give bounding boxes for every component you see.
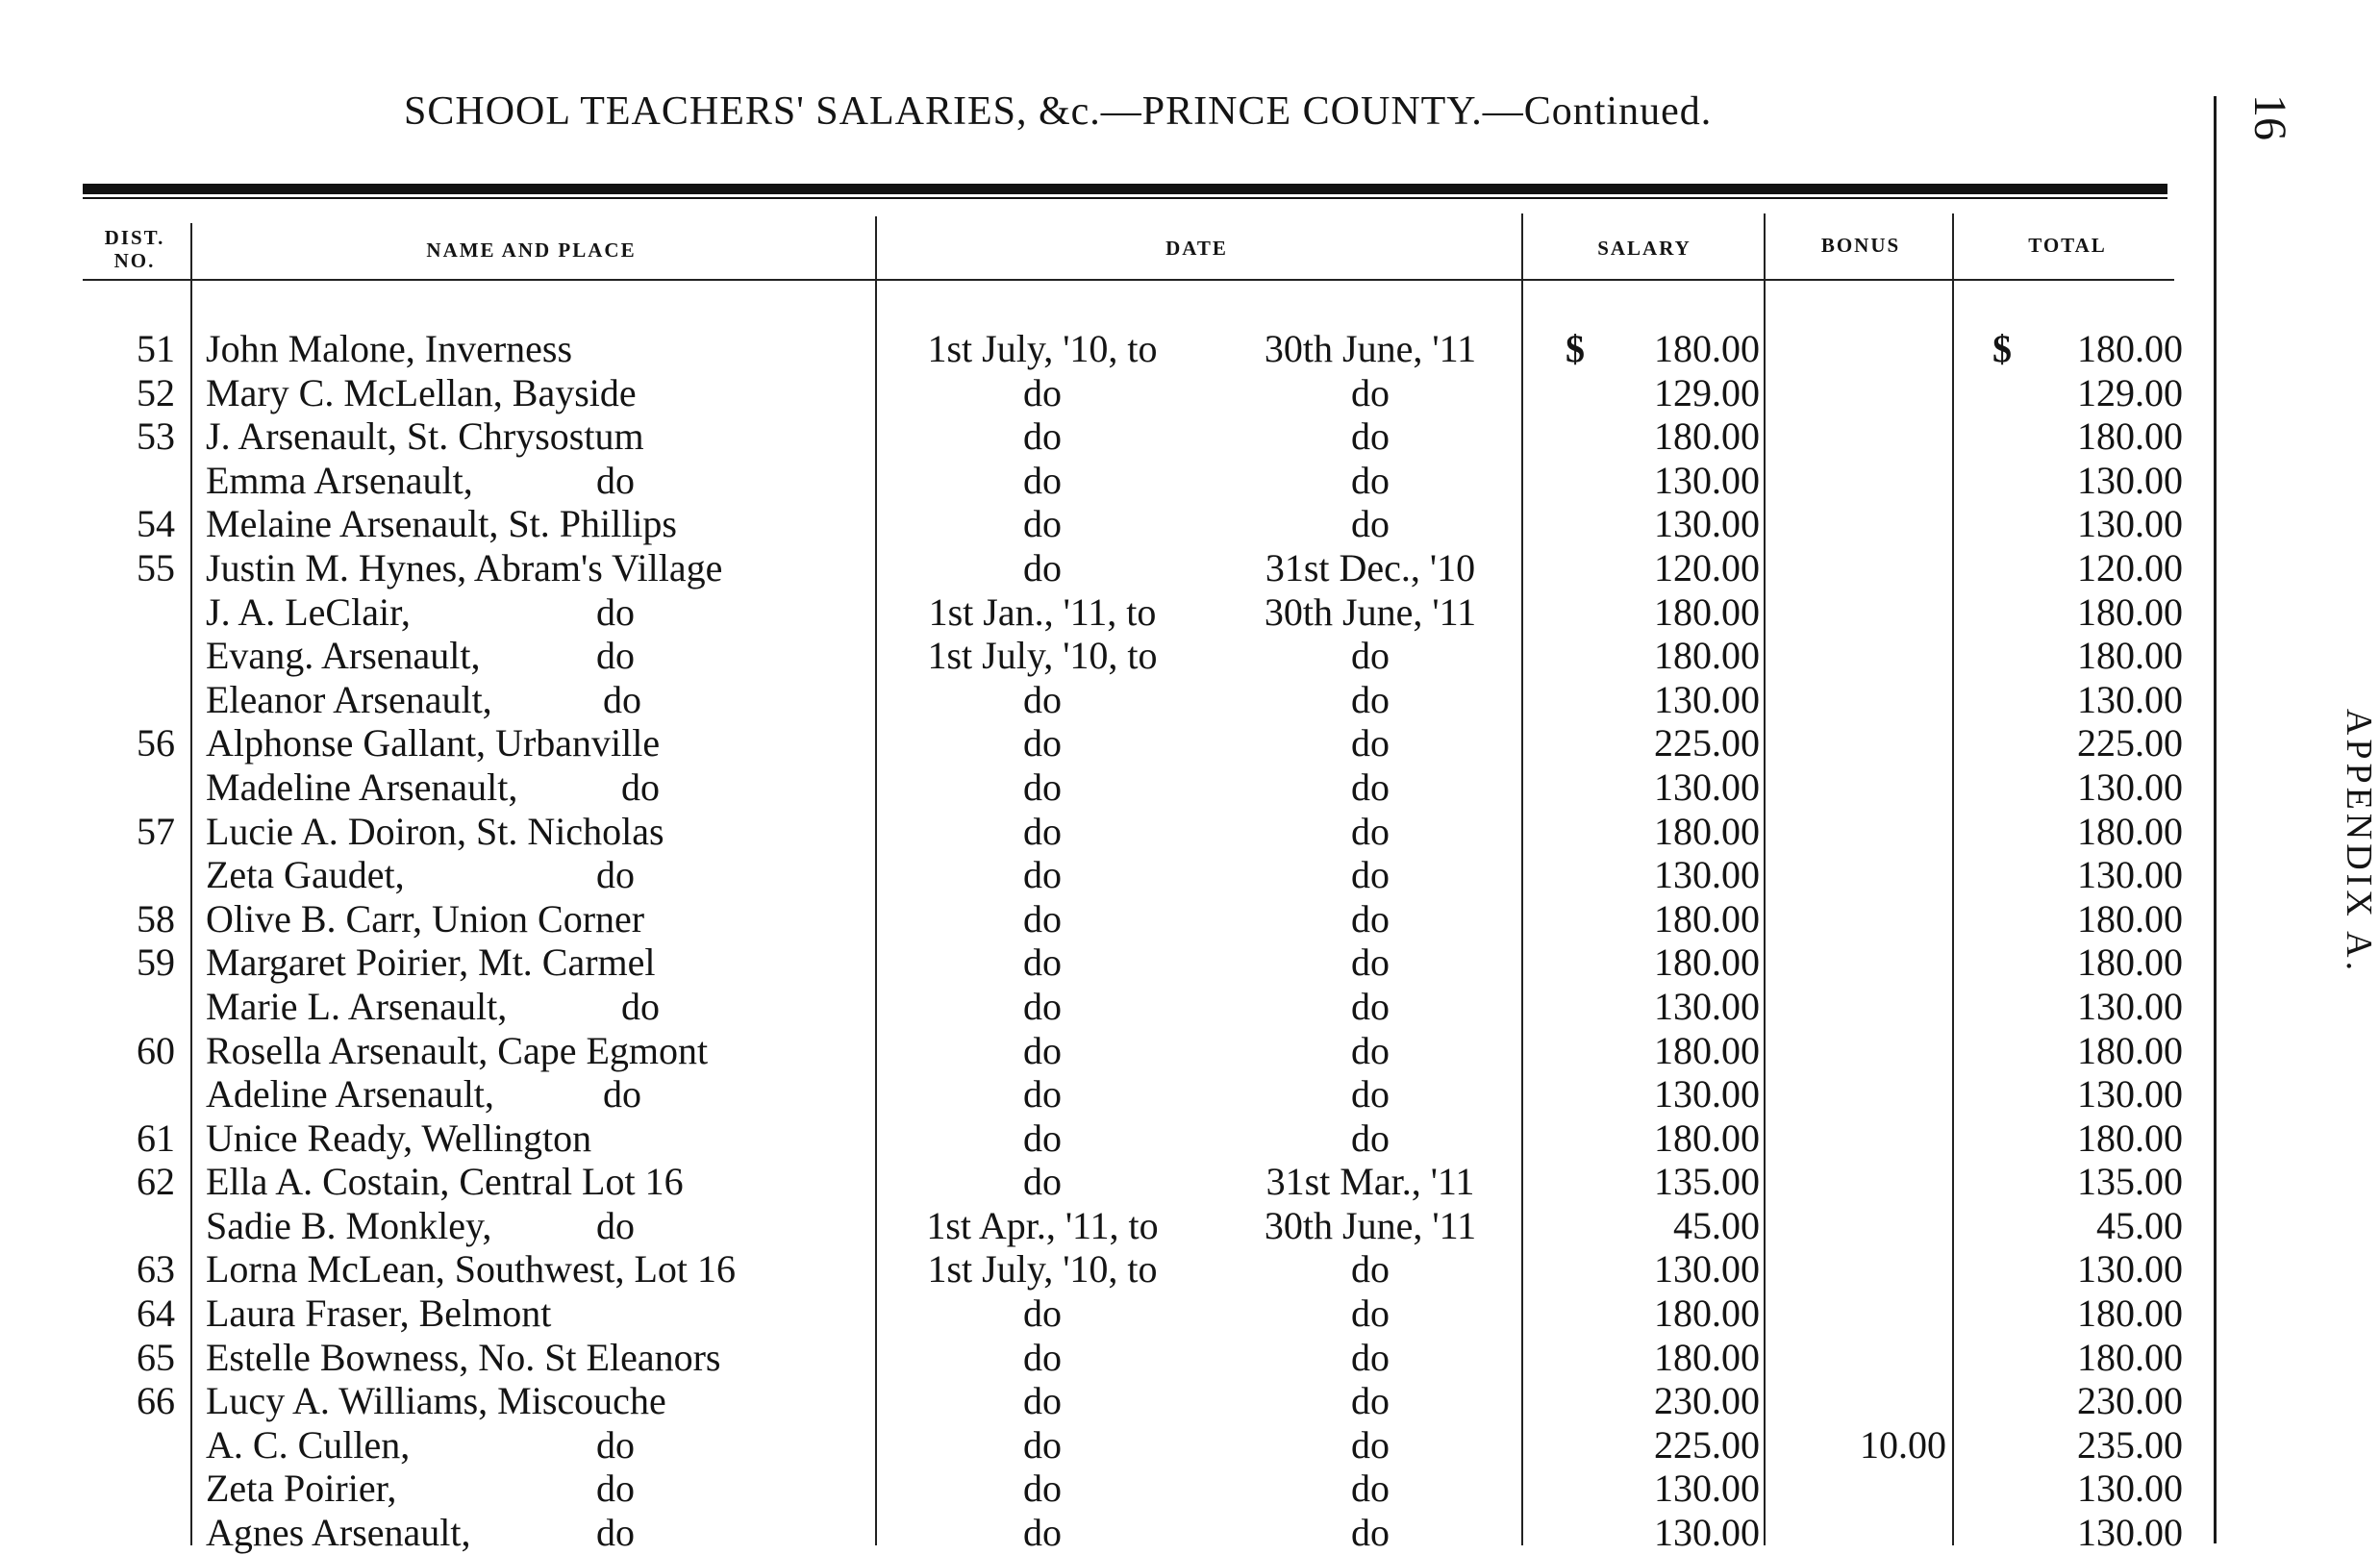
salary-cell: 130.00 bbox=[1654, 853, 1760, 897]
dist-cell: 60 bbox=[137, 1028, 175, 1072]
date-to-cell: do bbox=[1351, 1335, 1390, 1379]
date-to-cell: do bbox=[1351, 634, 1390, 678]
appendix-label: APPENDIX A. bbox=[2339, 708, 2379, 975]
name-cell: Rosella Arsenault, Cape Egmont bbox=[206, 1028, 709, 1072]
place-ditto-cell: do bbox=[596, 634, 635, 678]
table-row bbox=[0, 1292, 2212, 1336]
total-cell: 130.00 bbox=[2077, 1511, 2183, 1555]
table-row bbox=[0, 1029, 2212, 1073]
salary-cell: 130.00 bbox=[1654, 502, 1760, 546]
top-thick-rule bbox=[83, 184, 2167, 194]
table-row bbox=[0, 985, 2212, 1029]
dist-cell: 57 bbox=[137, 809, 175, 853]
date-from-cell: do bbox=[1023, 1467, 1062, 1511]
total-cell: 130.00 bbox=[2077, 765, 2183, 809]
table-row bbox=[0, 502, 2212, 546]
date-to-cell: do bbox=[1351, 853, 1390, 897]
date-from-cell: do bbox=[1023, 458, 1062, 502]
dist-cell: 64 bbox=[137, 1292, 175, 1336]
date-to-cell: do bbox=[1351, 677, 1390, 721]
salary-cell: 230.00 bbox=[1654, 1379, 1760, 1423]
total-cell: 180.00 bbox=[2077, 1292, 2183, 1336]
place-ditto-cell: do bbox=[621, 765, 660, 809]
salary-cell: 180.00 bbox=[1654, 589, 1760, 634]
date-from-cell: do bbox=[1023, 414, 1062, 459]
date-from-cell: do bbox=[1023, 984, 1062, 1028]
salary-cell: 130.00 bbox=[1654, 1247, 1760, 1292]
date-from-cell: do bbox=[1023, 1160, 1062, 1204]
date-from-cell: do bbox=[1023, 853, 1062, 897]
table-row bbox=[0, 327, 2212, 371]
table-body bbox=[0, 327, 2212, 1555]
salary-cell: 130.00 bbox=[1654, 765, 1760, 809]
total-cell: 45.00 bbox=[2096, 1203, 2183, 1247]
table-row bbox=[0, 1379, 2212, 1423]
table-row bbox=[0, 414, 2212, 459]
date-to-cell: do bbox=[1351, 502, 1390, 546]
table-row bbox=[0, 1467, 2212, 1511]
date-to-cell: 30th June, '11 bbox=[1264, 327, 1477, 370]
table-row bbox=[0, 853, 2212, 897]
dist-cell: 51 bbox=[137, 327, 175, 370]
date-to-cell: do bbox=[1351, 721, 1390, 765]
dist-cell: 58 bbox=[137, 896, 175, 941]
date-from-cell: do bbox=[1023, 502, 1062, 546]
right-margin-rule bbox=[2214, 96, 2217, 1543]
place-ditto-cell: do bbox=[596, 1203, 635, 1247]
name-cell: Unice Ready, Wellington bbox=[206, 1116, 592, 1160]
date-from-cell: do bbox=[1023, 721, 1062, 765]
date-to-cell: do bbox=[1351, 458, 1390, 502]
name-cell: Agnes Arsenault, bbox=[206, 1511, 471, 1555]
table-row bbox=[0, 1336, 2212, 1380]
table-row bbox=[0, 765, 2212, 810]
header-bonus: BONUS bbox=[1820, 234, 1901, 257]
date-to-cell: do bbox=[1351, 1422, 1390, 1467]
salary-dollar-sign: $ bbox=[1566, 327, 1585, 370]
date-from-cell: do bbox=[1023, 941, 1062, 985]
salary-cell: 130.00 bbox=[1654, 458, 1760, 502]
date-to-cell: do bbox=[1351, 414, 1390, 459]
name-cell: Lucy A. Williams, Miscouche bbox=[206, 1379, 666, 1423]
header-dist-label: DIST. bbox=[104, 226, 165, 249]
total-cell: 180.00 bbox=[2077, 589, 2183, 634]
date-to-cell: 31st Mar., '11 bbox=[1265, 1160, 1475, 1204]
salary-cell: 180.00 bbox=[1654, 414, 1760, 459]
date-from-cell: do bbox=[1023, 1116, 1062, 1160]
date-from-cell: do bbox=[1023, 370, 1062, 414]
header-name-place: NAME AND PLACE bbox=[426, 238, 637, 262]
date-to-cell: do bbox=[1351, 984, 1390, 1028]
table-row bbox=[0, 1072, 2212, 1116]
date-from-cell: do bbox=[1023, 1335, 1062, 1379]
table-row bbox=[0, 1160, 2212, 1204]
date-to-cell: 30th June, '11 bbox=[1264, 1203, 1477, 1247]
date-from-cell: 1st July, '10, to bbox=[927, 327, 1158, 370]
header-salary: SALARY bbox=[1597, 237, 1691, 260]
date-from-cell: do bbox=[1023, 809, 1062, 853]
date-to-cell: do bbox=[1351, 1116, 1390, 1160]
date-to-cell: do bbox=[1351, 1072, 1390, 1116]
date-to-cell: do bbox=[1351, 370, 1390, 414]
place-ditto-cell: do bbox=[596, 1511, 635, 1555]
name-cell: Zeta Gaudet, bbox=[206, 853, 405, 897]
table-row bbox=[0, 721, 2212, 765]
name-cell: Emma Arsenault, bbox=[206, 458, 473, 502]
date-to-cell: do bbox=[1351, 1511, 1390, 1555]
dist-cell: 56 bbox=[137, 721, 175, 765]
table-row bbox=[0, 590, 2212, 635]
salary-cell: 45.00 bbox=[1673, 1203, 1760, 1247]
name-cell: Olive B. Carr, Union Corner bbox=[206, 896, 645, 941]
total-cell: 129.00 bbox=[2077, 370, 2183, 414]
total-cell: 235.00 bbox=[2077, 1422, 2183, 1467]
total-cell: 130.00 bbox=[2077, 984, 2183, 1028]
total-cell: 130.00 bbox=[2077, 1072, 2183, 1116]
header-no-label: NO. bbox=[113, 249, 156, 272]
date-to-cell: 31st Dec., '10 bbox=[1265, 545, 1476, 589]
total-cell: 230.00 bbox=[2077, 1379, 2183, 1423]
table-row bbox=[0, 1511, 2212, 1555]
dist-cell: 61 bbox=[137, 1116, 175, 1160]
salary-cell: 129.00 bbox=[1654, 370, 1760, 414]
table-row bbox=[0, 1204, 2212, 1248]
name-cell: J. Arsenault, St. Chrysostum bbox=[206, 414, 644, 459]
date-to-cell: do bbox=[1351, 1467, 1390, 1511]
header-dist bbox=[87, 226, 183, 272]
name-cell: Estelle Bowness, No. St Eleanors bbox=[206, 1335, 721, 1379]
dist-cell: 66 bbox=[137, 1379, 175, 1423]
dist-cell: 63 bbox=[137, 1247, 175, 1292]
name-cell: Margaret Poirier, Mt. Carmel bbox=[206, 941, 656, 985]
dist-cell: 53 bbox=[137, 414, 175, 459]
salary-cell: 225.00 bbox=[1654, 721, 1760, 765]
dist-cell: 59 bbox=[137, 941, 175, 985]
place-ditto-cell: do bbox=[603, 1072, 641, 1116]
total-cell: 180.00 bbox=[2077, 941, 2183, 985]
table-row bbox=[0, 634, 2212, 678]
total-cell: 225.00 bbox=[2077, 721, 2183, 765]
total-cell: 180.00 bbox=[2077, 414, 2183, 459]
table-row bbox=[0, 941, 2212, 985]
name-cell: Sadie B. Monkley, bbox=[206, 1203, 492, 1247]
total-cell: 180.00 bbox=[2077, 327, 2183, 370]
total-cell: 135.00 bbox=[2077, 1160, 2183, 1204]
total-cell: 180.00 bbox=[2077, 1116, 2183, 1160]
date-from-cell: do bbox=[1023, 1422, 1062, 1467]
page-number: 16 bbox=[2244, 94, 2295, 140]
place-ditto-cell: do bbox=[596, 853, 635, 897]
salary-cell: 180.00 bbox=[1654, 941, 1760, 985]
total-cell: 180.00 bbox=[2077, 809, 2183, 853]
date-from-cell: 1st July, '10, to bbox=[927, 634, 1158, 678]
salary-cell: 180.00 bbox=[1654, 327, 1760, 370]
name-cell: A. C. Cullen, bbox=[206, 1422, 411, 1467]
table-row bbox=[0, 1423, 2212, 1467]
name-cell: Laura Fraser, Belmont bbox=[206, 1292, 552, 1336]
total-cell: 120.00 bbox=[2077, 545, 2183, 589]
name-cell: Eleanor Arsenault, bbox=[206, 677, 492, 721]
date-to-cell: do bbox=[1351, 1292, 1390, 1336]
dist-cell: 54 bbox=[137, 502, 175, 546]
total-cell: 130.00 bbox=[2077, 502, 2183, 546]
date-to-cell: do bbox=[1351, 765, 1390, 809]
total-cell: 180.00 bbox=[2077, 1028, 2183, 1072]
dist-cell: 52 bbox=[137, 370, 175, 414]
date-from-cell: do bbox=[1023, 896, 1062, 941]
total-cell: 180.00 bbox=[2077, 1335, 2183, 1379]
name-cell: Evang. Arsenault, bbox=[206, 634, 481, 678]
name-cell: Melaine Arsenault, St. Phillips bbox=[206, 502, 677, 546]
place-ditto-cell: do bbox=[596, 1467, 635, 1511]
total-dollar-sign: $ bbox=[1992, 327, 2012, 370]
date-to-cell: do bbox=[1351, 809, 1390, 853]
total-cell: 180.00 bbox=[2077, 896, 2183, 941]
salary-cell: 130.00 bbox=[1654, 984, 1760, 1028]
dist-cell: 65 bbox=[137, 1335, 175, 1379]
name-cell: Lucie A. Doiron, St. Nicholas bbox=[206, 809, 664, 853]
header-date: DATE bbox=[1165, 237, 1228, 260]
date-from-cell: 1st Jan., '11, to bbox=[928, 589, 1157, 634]
salary-cell: 130.00 bbox=[1654, 1072, 1760, 1116]
dist-cell: 62 bbox=[137, 1160, 175, 1204]
date-from-cell: do bbox=[1023, 765, 1062, 809]
date-from-cell: do bbox=[1023, 1292, 1062, 1336]
salary-cell: 135.00 bbox=[1654, 1160, 1760, 1204]
name-cell: Alphonse Gallant, Urbanville bbox=[206, 721, 661, 765]
salary-cell: 180.00 bbox=[1654, 809, 1760, 853]
table-row bbox=[0, 678, 2212, 722]
name-cell: Madeline Arsenault, bbox=[206, 765, 518, 809]
name-cell: Adeline Arsenault, bbox=[206, 1072, 494, 1116]
salary-cell: 180.00 bbox=[1654, 634, 1760, 678]
date-from-cell: 1st Apr., '11, to bbox=[926, 1203, 1159, 1247]
total-cell: 130.00 bbox=[2077, 1247, 2183, 1292]
total-cell: 130.00 bbox=[2077, 677, 2183, 721]
salary-cell: 130.00 bbox=[1654, 1511, 1760, 1555]
total-cell: 130.00 bbox=[2077, 1467, 2183, 1511]
date-to-cell: 30th June, '11 bbox=[1264, 589, 1477, 634]
date-to-cell: do bbox=[1351, 1379, 1390, 1423]
salary-cell: 225.00 bbox=[1654, 1422, 1760, 1467]
name-cell: John Malone, Inverness bbox=[206, 327, 573, 370]
place-ditto-cell: do bbox=[603, 677, 641, 721]
total-cell: 130.00 bbox=[2077, 458, 2183, 502]
salary-cell: 180.00 bbox=[1654, 1292, 1760, 1336]
date-to-cell: do bbox=[1351, 1247, 1390, 1292]
place-ditto-cell: do bbox=[621, 984, 660, 1028]
name-cell: Marie L. Arsenault, bbox=[206, 984, 508, 1028]
salary-cell: 180.00 bbox=[1654, 1116, 1760, 1160]
header-total: TOTAL bbox=[2028, 234, 2107, 257]
table-row bbox=[0, 810, 2212, 854]
table-row bbox=[0, 546, 2212, 590]
salary-cell: 120.00 bbox=[1654, 545, 1760, 589]
top-thin-rule bbox=[83, 197, 2167, 199]
page-title: SCHOOL TEACHERS' SALARIES, &c.—PRINCE COUNTY.—Continued. bbox=[404, 89, 1713, 134]
salary-cell: 130.00 bbox=[1654, 1467, 1760, 1511]
dist-cell: 55 bbox=[137, 545, 175, 589]
date-from-cell: do bbox=[1023, 677, 1062, 721]
date-from-cell: do bbox=[1023, 1072, 1062, 1116]
date-from-cell: do bbox=[1023, 545, 1062, 589]
table-row bbox=[0, 1116, 2212, 1161]
salary-cell: 180.00 bbox=[1654, 1335, 1760, 1379]
total-cell: 180.00 bbox=[2077, 634, 2183, 678]
date-from-cell: 1st July, '10, to bbox=[927, 1247, 1158, 1292]
salary-cell: 130.00 bbox=[1654, 677, 1760, 721]
name-cell: J. A. LeClair, bbox=[206, 589, 411, 634]
name-cell: Mary C. McLellan, Bayside bbox=[206, 370, 637, 414]
name-cell: Zeta Poirier, bbox=[206, 1467, 397, 1511]
table-row bbox=[0, 459, 2212, 503]
name-cell: Lorna McLean, Southwest, Lot 16 bbox=[206, 1247, 736, 1292]
place-ditto-cell: do bbox=[596, 458, 635, 502]
date-to-cell: do bbox=[1351, 896, 1390, 941]
name-cell: Justin M. Hynes, Abram's Village bbox=[206, 545, 723, 589]
date-from-cell: do bbox=[1023, 1511, 1062, 1555]
name-cell: Ella A. Costain, Central Lot 16 bbox=[206, 1160, 684, 1204]
table-row bbox=[0, 897, 2212, 941]
salary-cell: 180.00 bbox=[1654, 1028, 1760, 1072]
date-to-cell: do bbox=[1351, 1028, 1390, 1072]
salary-cell: 180.00 bbox=[1654, 896, 1760, 941]
date-to-cell: do bbox=[1351, 941, 1390, 985]
place-ditto-cell: do bbox=[596, 1422, 635, 1467]
place-ditto-cell: do bbox=[596, 589, 635, 634]
date-from-cell: do bbox=[1023, 1028, 1062, 1072]
date-from-cell: do bbox=[1023, 1379, 1062, 1423]
table-row bbox=[0, 371, 2212, 415]
bonus-cell: 10.00 bbox=[1860, 1422, 1946, 1467]
header-bottom-rule bbox=[83, 279, 2174, 281]
total-cell: 130.00 bbox=[2077, 853, 2183, 897]
table-row bbox=[0, 1247, 2212, 1292]
